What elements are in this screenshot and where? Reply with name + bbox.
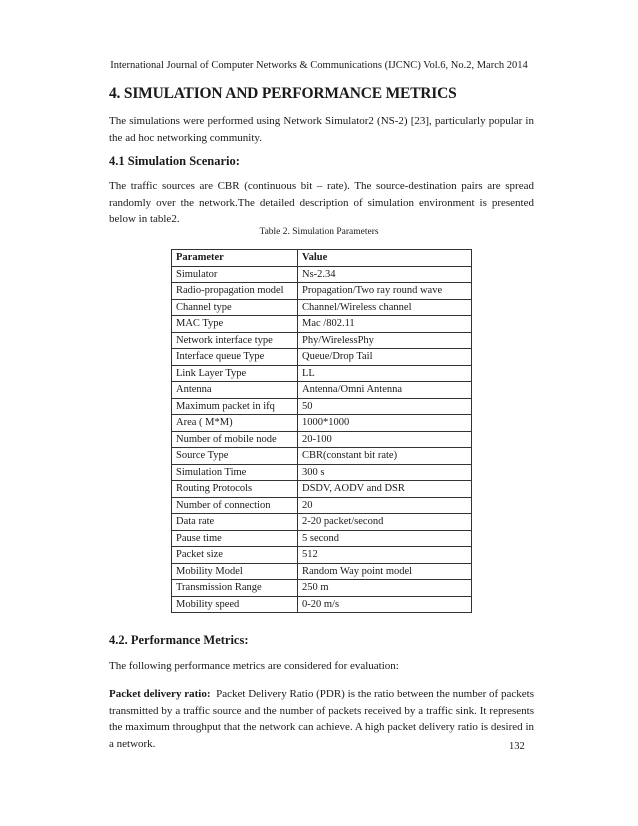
- packet-delivery-ratio-text: Packet Delivery Ratio (PDR) is the ratio between the number of packets transmitted by a traffic source and the number of packets received by a traffic sink. It represents the maximum throughput that the network can achieve. A high packet delivery ratio is desired in a network.: [109, 688, 534, 750]
- table-caption: Table 2. Simulation Parameters: [259, 227, 379, 237]
- value-cell: Queue/Drop Tail: [298, 349, 472, 366]
- table-row: [172, 299, 472, 316]
- parameter-cell: Mobility speed: [172, 596, 298, 613]
- table-row: [172, 563, 472, 580]
- parameter-cell: Interface queue Type: [172, 349, 298, 366]
- parameter-cell: Maximum packet in ifq: [172, 398, 298, 415]
- value-cell: LL: [298, 365, 472, 382]
- parameter-cell: Channel type: [172, 299, 298, 316]
- parameter-cell: Packet size: [172, 547, 298, 564]
- parameter-cell: MAC Type: [172, 316, 298, 333]
- value-cell: CBR(constant bit rate): [298, 448, 472, 465]
- subsection-performance-metrics-title: 4.2. Performance Metrics:: [109, 633, 249, 647]
- value-cell: Antenna/Omni Antenna: [298, 382, 472, 399]
- column-header-parameter: Parameter: [172, 250, 298, 267]
- parameter-cell: Simulator: [172, 266, 298, 283]
- value-cell: 250 m: [298, 580, 472, 597]
- table-row: [172, 266, 472, 283]
- table-row: [172, 431, 472, 448]
- parameter-cell: Simulation Time: [172, 464, 298, 481]
- table-row: [172, 547, 472, 564]
- value-cell: 20: [298, 497, 472, 514]
- column-header-value: Value: [298, 250, 472, 267]
- simulation-scenario-paragraph: The traffic sources are CBR (continuous bit – rate). The source-destination pairs are spread randomly over the network.The detailed description of simulation environment is presented below in table2.: [109, 180, 534, 225]
- subsection-simulation-scenario-title: 4.1 Simulation Scenario:: [109, 154, 240, 168]
- value-cell: Phy/WirelessPhy: [298, 332, 472, 349]
- parameter-cell: Area ( M*M): [172, 415, 298, 432]
- table-row: [172, 316, 472, 333]
- table-row: [172, 382, 472, 399]
- table-row: [172, 349, 472, 366]
- parameter-cell: Mobility Model: [172, 563, 298, 580]
- parameter-cell: Transmission Range: [172, 580, 298, 597]
- table-row: [172, 283, 472, 300]
- value-cell: 0-20 m/s: [298, 596, 472, 613]
- value-cell: 5 second: [298, 530, 472, 547]
- parameter-cell: Network interface type: [172, 332, 298, 349]
- value-cell: Ns-2.34: [298, 266, 472, 283]
- table-row: [172, 596, 472, 613]
- performance-metrics-intro: The following performance metrics are considered for evaluation:: [109, 660, 399, 672]
- parameter-cell: Radio-propagation model: [172, 283, 298, 300]
- table-row: [172, 365, 472, 382]
- table-row: [172, 415, 472, 432]
- table-row: [172, 464, 472, 481]
- value-cell: Mac /802.11: [298, 316, 472, 333]
- parameter-cell: Number of connection: [172, 497, 298, 514]
- value-cell: 512: [298, 547, 472, 564]
- packet-delivery-ratio-label: Packet delivery ratio:: [109, 688, 211, 700]
- value-cell: Propagation/Two ray round wave: [298, 283, 472, 300]
- parameter-cell: Antenna: [172, 382, 298, 399]
- table-row: [172, 580, 472, 597]
- parameter-cell: Routing Protocols: [172, 481, 298, 498]
- value-cell: DSDV, AODV and DSR: [298, 481, 472, 498]
- table-row: [172, 530, 472, 547]
- table-row: [172, 332, 472, 349]
- journal-header: International Journal of Computer Networks & Communications (IJCNC) Vol.6, No.2, March 2014: [110, 60, 528, 71]
- value-cell: 2-20 packet/second: [298, 514, 472, 531]
- parameter-cell: Source Type: [172, 448, 298, 465]
- parameter-cell: Data rate: [172, 514, 298, 531]
- section-title: 4. SIMULATION AND PERFORMANCE METRICS: [109, 85, 457, 102]
- table-row: [172, 448, 472, 465]
- parameter-cell: Number of mobile node: [172, 431, 298, 448]
- value-cell: 300 s: [298, 464, 472, 481]
- value-cell: 50: [298, 398, 472, 415]
- value-cell: Random Way point model: [298, 563, 472, 580]
- table-row: [172, 514, 472, 531]
- simulation-parameters-table: [171, 249, 472, 613]
- packet-delivery-ratio-paragraph: [109, 686, 534, 752]
- table-row: [172, 398, 472, 415]
- value-cell: 1000*1000: [298, 415, 472, 432]
- parameter-cell: Pause time: [172, 530, 298, 547]
- value-cell: Channel/Wireless channel: [298, 299, 472, 316]
- value-cell: 20-100: [298, 431, 472, 448]
- section-intro-paragraph: The simulations were performed using Network Simulator2 (NS-2) [23], particularly popular in the ad hoc networking community.: [109, 115, 534, 144]
- table-header-row: [172, 250, 472, 267]
- page-number: 132: [509, 741, 525, 752]
- parameter-cell: Link Layer Type: [172, 365, 298, 382]
- table-row: [172, 481, 472, 498]
- table-row: [172, 497, 472, 514]
